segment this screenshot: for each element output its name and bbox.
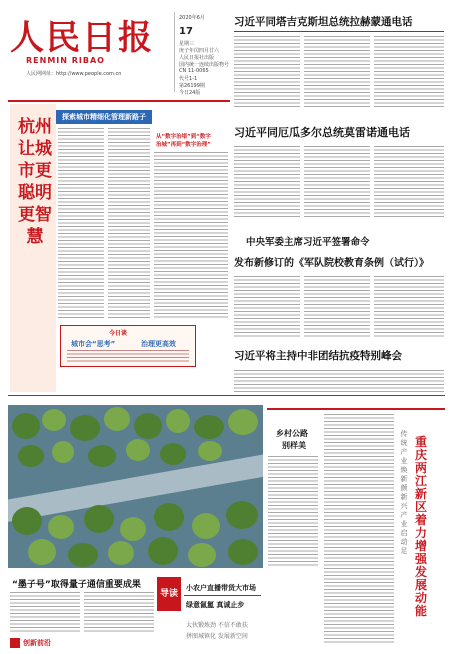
article-text	[108, 128, 150, 318]
guide-divider	[184, 595, 261, 596]
article-text	[304, 276, 370, 338]
newspaper-title: 人民日报	[10, 18, 154, 58]
feature-banner[interactable]: 探索城市精细化管理新路子	[56, 110, 152, 124]
guide-item-3[interactable]: 绿意氤氲 真诚止步	[186, 601, 245, 609]
masthead	[10, 10, 170, 92]
headline-micius[interactable]: “墨子号”取得量子通信重要成果	[12, 580, 141, 590]
issue-weekday: 星期三	[179, 41, 195, 47]
guide-label: 导读	[157, 577, 181, 611]
headline-military-education[interactable]: 发布新修订的《军队院校教育条例（试行）》	[234, 258, 429, 269]
headline-china-africa[interactable]: 习近平将主持中非团结抗疫特别峰会	[234, 350, 402, 362]
article-text	[234, 370, 444, 392]
today-title-right: 治理更高效	[141, 340, 176, 348]
photo-caption-line1: 乡村公路	[276, 429, 308, 438]
article-text	[84, 592, 154, 634]
feature-sub1: 从“数字治堵”到“数字	[156, 134, 211, 140]
article-text	[374, 36, 444, 108]
issue-day: 17	[179, 26, 193, 37]
article-text	[304, 36, 370, 108]
issue-publisher: 人民日报社出版	[179, 55, 215, 61]
innovation-tag: 创新前沿	[23, 639, 51, 647]
today-text	[67, 350, 189, 363]
article-text	[304, 146, 370, 218]
article-text	[10, 592, 80, 634]
issue-date: 2020年6月	[179, 15, 205, 21]
feature-vertical-title[interactable]: 杭州 让城市更聪明更智慧	[18, 117, 52, 247]
article-text	[154, 152, 228, 318]
article-text	[234, 146, 300, 218]
issue-code: 代号1-1	[179, 76, 198, 82]
article-text	[234, 36, 300, 108]
feature-sub2: 治城”再到“数字治理”	[156, 142, 211, 148]
rural-road-photo	[8, 405, 263, 568]
article-text	[374, 276, 444, 338]
today-label: 今日谈	[109, 330, 128, 337]
issue-lunar: 庚子年闰四月廿六	[179, 48, 220, 54]
today-commentary-box[interactable]	[60, 325, 196, 367]
photo-caption-line2: 别样美	[282, 441, 306, 450]
article-text	[324, 414, 394, 644]
issue-serial-label: 国内统一连续出版物号	[179, 62, 230, 68]
today-title-left: 城市会“思考”	[71, 340, 116, 348]
website-line: 人民网网址：http://www.people.com.cn	[26, 71, 122, 77]
guide-item-2[interactable]: 大伙锻炼劲 不信不敢扶	[186, 622, 248, 629]
innovation-tag-icon	[10, 638, 20, 648]
masthead-rule	[8, 100, 230, 102]
headline-rule	[234, 31, 444, 32]
issue-cn: CN 11-0065	[179, 68, 209, 74]
chongqing-kicker: 传统产业焕新颜 新兴产业启动足	[400, 430, 408, 555]
newspaper-pinyin: RENMIN RIBAO	[26, 56, 105, 65]
article-text	[58, 128, 104, 318]
issue-pages: 今日24版	[179, 90, 201, 96]
article-text	[234, 276, 300, 338]
headline-military-order[interactable]: 中央军委主席习近平签署命令	[246, 237, 370, 248]
issue-info	[174, 12, 230, 96]
headline-tajikistan[interactable]: 习近平同塔吉克斯坦总统拉赫蒙通电话	[234, 16, 413, 28]
section-rule	[8, 395, 445, 396]
headline-ecuador[interactable]: 习近平同厄瓜多尔总统莫雷诺通电话	[234, 126, 410, 139]
guide-item-4[interactable]: 拼图城镇化 发展新空间	[186, 633, 248, 640]
guide-item-1[interactable]: 小农户直播带货大市场	[186, 584, 256, 592]
chongqing-vertical-title[interactable]: 重庆两江新区着力增强发展动能	[415, 435, 428, 618]
article-text	[374, 146, 444, 218]
issue-number: 第26199期	[179, 83, 205, 89]
